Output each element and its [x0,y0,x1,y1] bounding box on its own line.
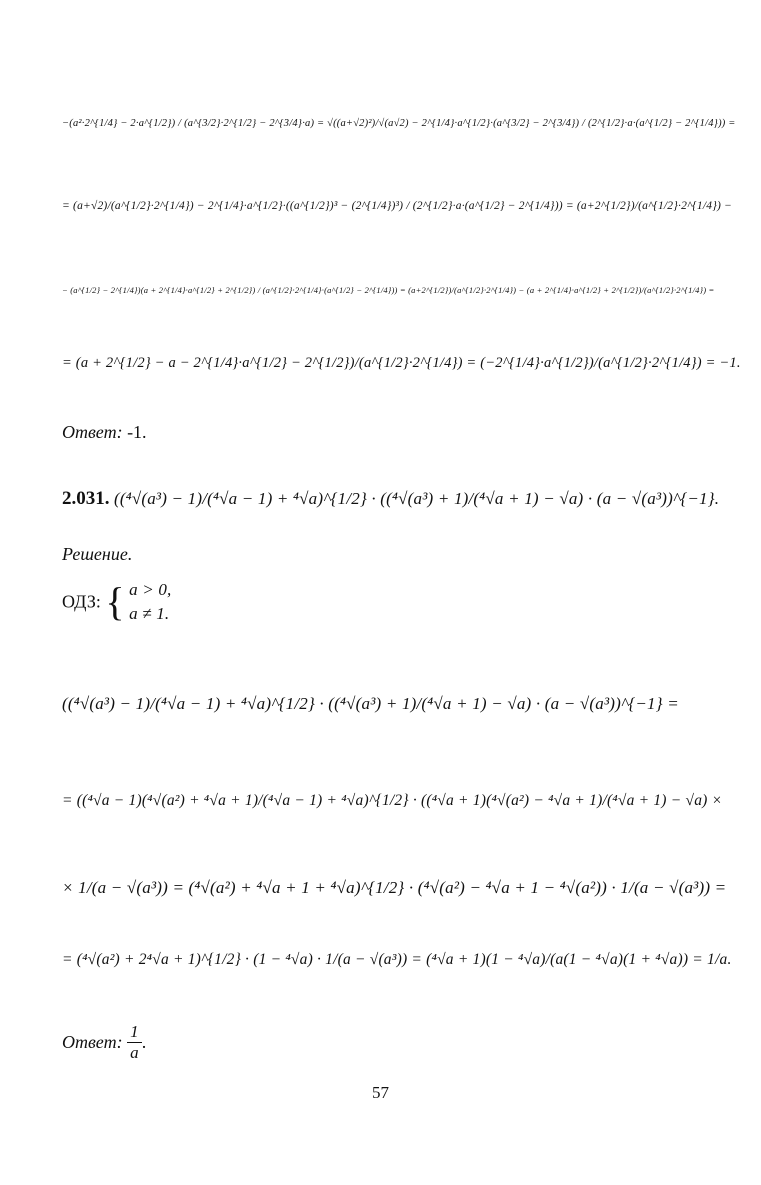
prev-solution-line-3: − (a^{1/2} − 2^{1/4})(a + 2^{1/4}·a^{1/2} + 2^{1/2}) / (a^{1/2}·2^{1/4}·(a^{1/2} − 2^{1/4})) = (a+2^{1/2})/(a^{1/2}·2^{1/4}) − (a + 2^{1/4}·a^{1/2} + 2^{1/2})/(a^{1/2}·2^{1/4}) = [62,285,715,295]
problem-2-031 [62,488,719,510]
odz-brace: { [105,579,125,624]
final-answer [62,1022,146,1063]
odz-conditions [129,578,171,626]
page-number: 57 [372,1083,389,1102]
solution-line-4: = (⁴√(a²) + 2⁴√a + 1)^{1/2} · (1 − ⁴√a) · 1/(a − √(a³)) = (⁴√a + 1)(1 − ⁴√a)/(a(1 − ⁴√a)(1 + ⁴√a)) = 1/a. [62,951,732,968]
problem-statement: ((⁴√(a³) − 1)/(⁴√a − 1) + ⁴√a)^{1/2} · ((⁴√(a³) + 1)/(⁴√a + 1) − √a) · (a − √(a³))^{−1}. [114,489,720,508]
final-answer-label: Ответ: [62,1032,123,1052]
solution-line-3: × 1/(a − √(a³)) = (⁴√(a²) + ⁴√a + 1 + ⁴√a)^{1/2} · (⁴√(a²) − ⁴√a + 1 − ⁴√(a²)) · 1/(a − √(a³)) = [62,878,727,897]
solution-line-1: ((⁴√(a³) − 1)/(⁴√a − 1) + ⁴√a)^{1/2} · ((⁴√(a³) + 1)/(⁴√a + 1) − √a) · (a − √(a³))^{−1} = [62,694,679,713]
prev-solution-line-4: = (a + 2^{1/2} − a − 2^{1/4}·a^{1/2} − 2^{1/2})/(a^{1/2}·2^{1/4}) = (−2^{1/4}·a^{1/2})/(a^{1/2}·2^{1/4}) = −1. [62,355,741,371]
odz-label: ОДЗ: [62,591,101,612]
odz-block [62,578,171,626]
solution-label: Решение. [62,544,133,564]
problem-number: 2.031. [62,488,110,509]
final-answer-numerator: 1 [127,1022,142,1043]
prev-solution-line-1: −(a²·2^{1/4} − 2·a^{1/2}) / (a^{3/2}·2^{1/2} − 2^{3/4}·a) = √((a+√2)²)/√(a√2) − 2^{1/4}·a^{1/2}·(a^{3/2} − 2^{3/4}) / (2^{1/2}·a·(a^{1/2} − 2^{1/4})) = [62,118,736,129]
final-answer-denominator: a [130,1043,139,1062]
solution-line-2: = ((⁴√a − 1)(⁴√(a²) + ⁴√a + 1)/(⁴√a − 1) + ⁴√a)^{1/2} · ((⁴√a + 1)(⁴√(a²) − ⁴√a + 1)/(⁴√a + 1) − √a) × [62,792,723,809]
odz-condition-2: a ≠ 1. [129,604,170,623]
odz-condition-1: a > 0, [129,580,172,599]
prev-answer [62,422,147,443]
prev-solution-line-2: = (a+√2)/(a^{1/2}·2^{1/4}) − 2^{1/4}·a^{1/2}·((a^{1/2})³ − (2^{1/4})³) / (2^{1/2}·a·(a^{1/2} − 2^{1/4})) = (a+2^{1/2})/(a^{1/2}·2^{1/4}) − [62,200,733,212]
final-answer-fraction [127,1022,142,1063]
final-answer-tail: . [141,1032,147,1052]
prev-answer-value: -1. [127,422,147,442]
prev-answer-label: Ответ: [62,422,123,442]
